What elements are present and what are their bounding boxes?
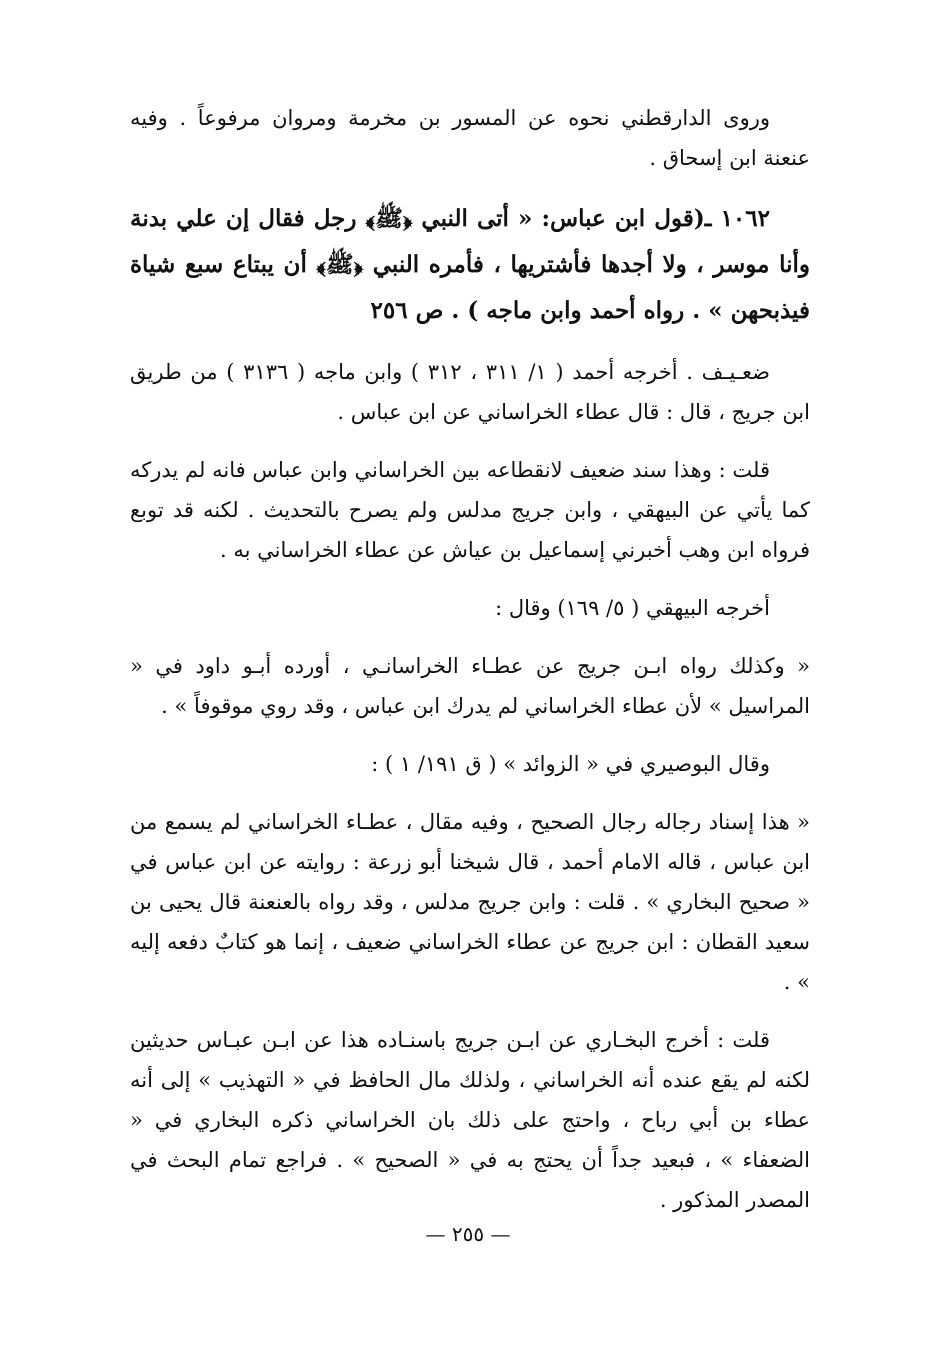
quote-busiri: « هذا إسناد رجاله رجال الصحيح ، وفيه مقال ، عطـاء الخراساني لم يسمع من ابن عباس ، قاله الامام أحمد ، قال شيخنا أبو زرعة : روايته عن ابن عباس في « صحيح البخاري » . قلت : وابن جريج مدلس ، وقد رواه بالعنعنة قال يحيى بن سعيد القطان : ابن جريج عن عطاء الخراساني ضعيف ، إنما هو كتابٌ دفعه إليه » . xyxy=(130,810,810,994)
paragraph-busiri-ref: وقال البوصيري في « الزوائد » ( ق ١٩١/ ١ ) : xyxy=(371,752,770,776)
paragraph-daraqutni: وروى الدارقطني نحوه عن المسور بن مخرمة ومروان مرفوعاً . وفيه عنعنة ابن إسحاق . xyxy=(130,106,810,170)
page-body xyxy=(130,98,810,1220)
paragraph-grading: ضعـيـف . أخرجه أحمد ( ١/ ٣١١ ، ٣١٢ ) وابن ماجه ( ٣١٣٦ ) من طريق ابن جريج ، قال : قال عطاء الخراساني عن ابن عباس . xyxy=(130,360,810,424)
quote-bayhaqi: « وكذلك رواه ابـن جريج عن عطـاء الخراسانـي ، أورده أبـو داود في « المراسيل » لأن عطاء الخراساني لم يدرك ابن عباس ، وقد روي موقوفاً » . xyxy=(130,654,810,718)
hadith-1062: ١٠٦٢ ـ(قول ابن عباس: « أتى النبي ﴿ﷺ﴾ رجل فقال إن علي بدنة وأنا موسر ، ولا أجدها فأشتريها ، فأمره النبي ﴿ﷺ﴾ أن يبتاع سبع شياة فيذبحهن » . رواه أحمد وابن ماجه ) . ص ٢٥٦ xyxy=(130,205,810,324)
page-number: — ٢٥٥ — xyxy=(425,1222,511,1246)
paragraph-bayhaqi-ref: أخرجه البيهقي ( ٥/ ١٦٩) وقال : xyxy=(495,596,770,620)
paragraph-conclusion: قلت : أخرج البخـاري عن ابـن جريج باسنـاده هذا عن ابـن عبـاس حديثين لكنه لم يقع عنده أنه الخراساني ، ولذلك مال الحافظ في « التهذيب » إلى أنه عطاء بن أبي رباح ، واحتج على ذلك بان الخراساني ذكره البخاري في « الضعفاء » ، فبعيد جداً أن يحتج به في « الصحيح » . فراجع تمام البحث في المصدر المذكور . xyxy=(130,1028,810,1212)
paragraph-comment: قلت : وهذا سند ضعيف لانقطاعه بين الخراساني وابن عباس فانه لم يدركه كما يأتي عن البيهقي ، وابن جريج مدلس ولم يصرح بالتحديث . لكنه قد توبع فرواه ابن وهب أخبرني إسماعيل بن عياش عن عطاء الخراساني به . xyxy=(130,458,810,562)
